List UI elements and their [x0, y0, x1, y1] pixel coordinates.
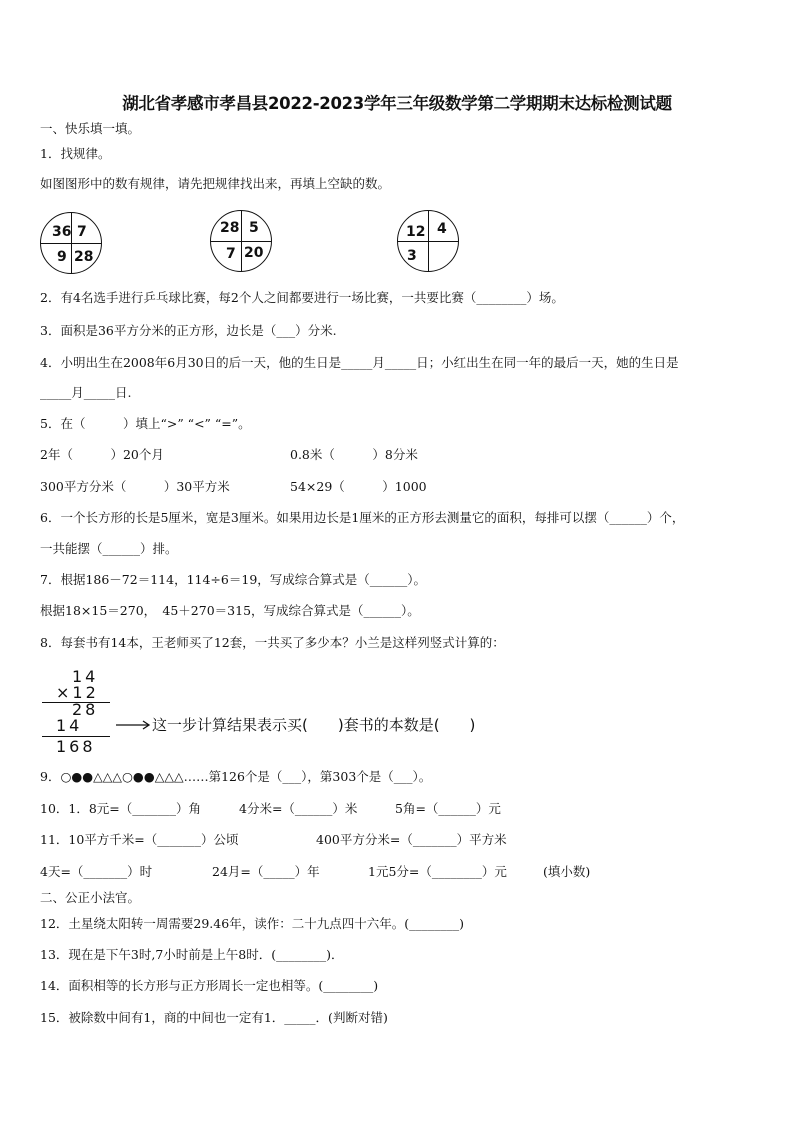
q13: 13．现在是下午3时,7小时前是上午8时．(________)． — [40, 947, 344, 962]
q3: 3．面积是36平方分米的正方形，边长是（___）分米. — [40, 323, 337, 338]
q10-item-2: 4分米=（______）米 — [239, 801, 358, 816]
q4-line2: _____月_____日. — [40, 385, 132, 400]
q10-item-3: 5角=（______）元 — [395, 801, 501, 816]
calc-partial-product-1: 28 — [72, 700, 99, 719]
q11-item-2: 400平方分米=（_______）平方米 — [316, 832, 507, 847]
q11-item-1: 11．10平方千米=（_______）公顷 — [40, 832, 239, 847]
circle-1-bottom-left: 9 — [57, 249, 67, 265]
circle-2-bottom-left: 7 — [226, 246, 236, 262]
q5-title: 5．在（ ）填上“>” “<” “=”。 — [40, 416, 251, 431]
q6-line1: 6．一个长方形的长是5厘米，宽是3厘米。如果用边长是1厘米的正方形去测量它的面积，每排可以摆（______）个， — [40, 510, 685, 525]
page-title: 湖北省孝感市孝昌县2022-2023学年三年级数学第二学期期末达标检测试题 — [122, 94, 672, 113]
calc-multiplier: ×12 — [56, 683, 99, 702]
pattern-circle-3 — [397, 210, 459, 272]
q5-item-4: 54×29（ ）1000 — [290, 479, 427, 494]
arrow-right-icon — [116, 720, 152, 730]
q11-item-4: 24月=（_____）年 — [212, 864, 320, 879]
q10-item-1: 10．1．8元=（_______）角 — [40, 801, 202, 816]
section-1-heading: 一、快乐填一填。 — [40, 121, 141, 136]
q4-line1: 4．小明出生在2008年6月30日的后一天，他的生日是_____月_____日；小红出生在同一年的最后一天，她的生日是 — [40, 355, 679, 370]
circle-3-top-left: 12 — [406, 224, 426, 240]
calc-product: 168 — [56, 737, 96, 756]
circle-1-top-left: 36 — [52, 224, 72, 240]
circle-1-bottom-right: 28 — [74, 249, 94, 265]
q7-line2: 根据18×15＝270， 45＋270＝315，写成综合算式是（______）。 — [40, 603, 420, 618]
calc-note: 这一步计算结果表示买( )套书的本数是( ) — [152, 716, 476, 734]
q12: 12．土星绕太阳转一周需要29.46年，读作：二十九点四十六年。(________) — [40, 916, 464, 931]
calc-multiplicand: 14 — [72, 667, 99, 686]
q14: 14．面积相等的长方形与正方形周长一定也相等。(________) — [40, 978, 379, 993]
q15: 15．被除数中间有1，商的中间也一定有1．_____．(判断对错) — [40, 1010, 388, 1025]
q11-note: (填小数) — [543, 864, 591, 879]
q8-text: 8．每套书有14本，王老师买了12套，一共买了多少本？小兰是这样列竖式计算的： — [40, 635, 505, 650]
q11-item-3: 4天=（_______）时 — [40, 864, 153, 879]
q2: 2．有4名选手进行乒乓球比赛，每2个人之间都要进行一场比赛，一共要比赛（________）场。 — [40, 290, 564, 305]
circle-2-bottom-right: 20 — [244, 245, 264, 261]
q1-title: 1．找规律。 — [40, 146, 111, 161]
q6-line2: 一共能摆（______）排。 — [40, 541, 178, 556]
section-2-heading: 二、公正小法官。 — [40, 890, 141, 905]
calc-partial-product-2: 14 — [56, 716, 83, 735]
q11-item-5: 1元5分=（________）元 — [368, 864, 507, 879]
circle-3-top-right: 4 — [437, 221, 447, 237]
q1-text: 如图图形中的数有规律，请先把规律找出来，再填上空缺的数。 — [40, 176, 391, 191]
q7-line1: 7．根据186－72＝114，114÷6＝19，写成综合算式是（______）。 — [40, 572, 427, 587]
q5-item-1: 2年（ ）20个月 — [40, 447, 164, 462]
q9: 9．○●●△△△○●●△△△……第126个是（___），第303个是（___）。 — [40, 769, 432, 784]
q5-item-3: 300平方分米（ ）30平方米 — [40, 479, 230, 494]
q5-item-2: 0.8米（ ）8分米 — [290, 447, 418, 462]
circle-3-bottom-left: 3 — [407, 248, 417, 264]
vertical-multiplication — [42, 668, 522, 760]
circle-2-top-right: 5 — [249, 220, 259, 236]
circle-1-top-right: 7 — [77, 224, 87, 240]
circle-2-top-left: 28 — [220, 220, 240, 236]
pattern-circle-1 — [40, 212, 102, 274]
pattern-circle-2 — [210, 210, 272, 272]
